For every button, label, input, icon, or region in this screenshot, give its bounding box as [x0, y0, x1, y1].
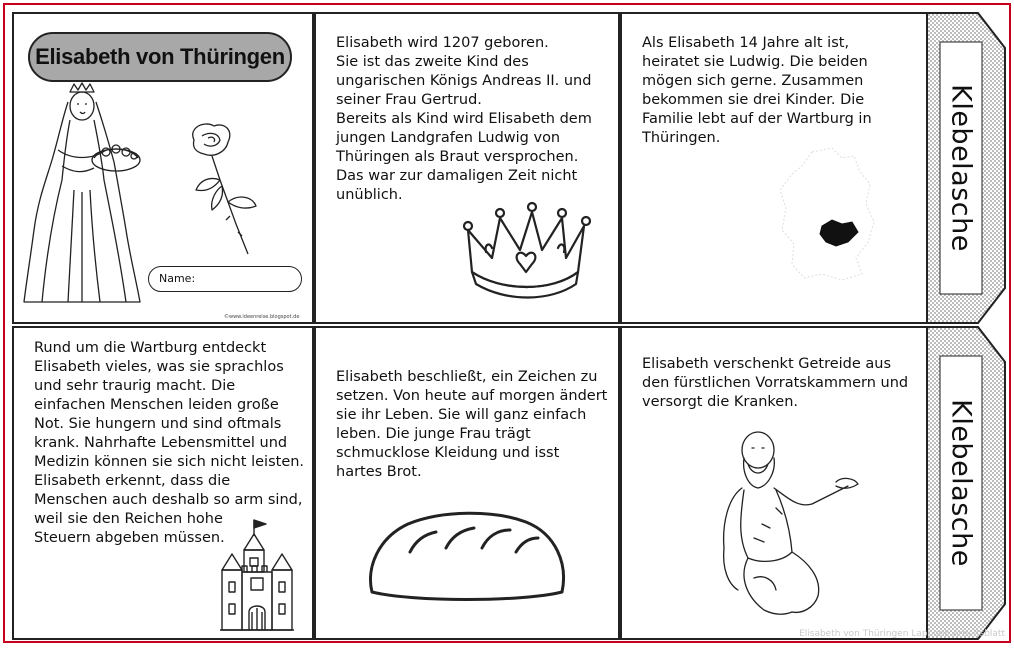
glue-flap-bottom [926, 326, 1006, 640]
title-pill [28, 32, 292, 82]
page-title: Elisabeth von Thüringen [35, 44, 285, 69]
panel-marriage-text: Als Elisabeth 14 Jahre alt ist, heiratet sie Ludwig. Die beiden mögen sich gerne. Zusammen bekommen sie drei Kinder. Die Familie lebt auf der Wartburg in Thüringen. [642, 35, 872, 146]
castle-illustration [214, 516, 300, 636]
glue-flap-top [926, 12, 1006, 324]
name-field[interactable] [148, 266, 302, 292]
bread-icon [362, 508, 572, 608]
panel-title-card [12, 12, 314, 324]
germany-map-thuringia [772, 144, 882, 284]
panel-birth-text: Elisabeth wird 1207 geboren. Sie ist das zweite Kind des ungarischen Königs Andreas II. und seiner Frau Gertrud. Bereits als Kind wird Elisabeth dem jungen Landgrafen Ludwig von Thüringen als Braut versprochen. Das war zur damaligen Zeit nicht unüblich. [336, 35, 592, 203]
panel-wartburg [12, 326, 314, 640]
worksheet [3, 3, 1011, 643]
panel-marriage [620, 12, 928, 324]
panel-birth [314, 12, 620, 324]
name-label: Name: [159, 272, 196, 285]
panel-wartburg-text: Rund um die Wartburg entdeckt Elisabeth vieles, was sie sprachlos und sehr traurig macht. Die einfachen Menschen leiden große Not. Sie hungern und sind oftmals krank. Nahrhafte Lebensmittel und Medizin können sie sich nicht leisten. Elisabeth erkennt, dass die Menschen auch deshalb so arm sind, weil sie den Reichen hohe Steuern abgeben müssen. [34, 340, 305, 546]
glue-flap-top-label: Klebelasche [945, 84, 977, 252]
panel-decision [314, 326, 620, 640]
crown-icon [462, 200, 592, 300]
glue-flap-bottom-label: Klebelasche [945, 399, 977, 567]
watermark: Elisabeth von Thüringen Lapbook Arbeitsblatt [799, 629, 1005, 639]
panel-giving [620, 326, 928, 640]
copyright-note: ©www.ideenreise.blogspot.de [224, 314, 300, 320]
poor-man-illustration [718, 428, 868, 628]
panel-giving-text: Elisabeth verschenkt Getreide aus den fürstlichen Vorratskammern und versorgt die Kranken. [642, 356, 909, 410]
rose-illustration [174, 120, 274, 260]
elisabeth-figure-illustration [22, 80, 152, 310]
panel-decision-text: Elisabeth beschließt, ein Zeichen zu setzen. Von heute auf morgen ändert sie ihr Leben. Sie will ganz einfach leben. Die junge Frau trägt schmucklose Kleidung und isst hartes Brot. [336, 369, 608, 480]
